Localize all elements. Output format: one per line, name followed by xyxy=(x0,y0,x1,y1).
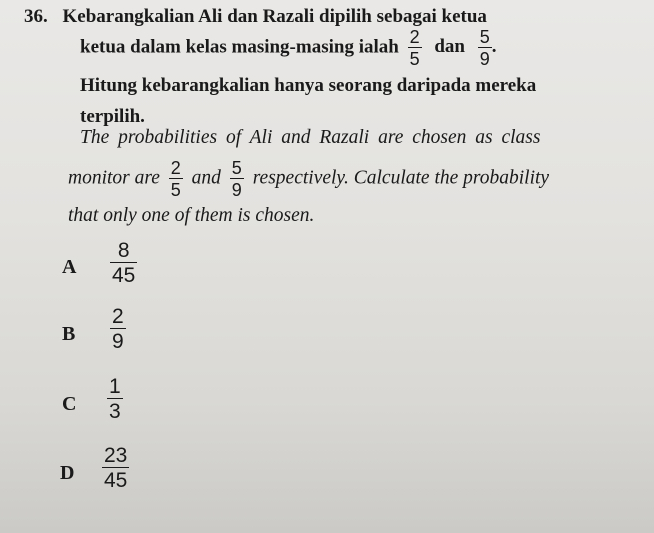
option-b-fraction xyxy=(106,306,130,352)
malay-text-4: terpilih. xyxy=(80,106,145,127)
option-d-letter: D xyxy=(60,462,75,484)
option-b-den: 9 xyxy=(112,330,124,353)
malay-text-2: ketua dalam kelas masing-masing ialah xyxy=(80,36,399,58)
english-line-3 xyxy=(68,206,314,226)
option-b-num: 2 xyxy=(112,305,124,328)
english-fraction-2-num: 5 xyxy=(231,158,242,178)
malay-fraction-1-den: 5 xyxy=(409,49,420,69)
option-a-letter: A xyxy=(62,256,77,278)
option-a-num: 8 xyxy=(110,240,137,263)
question-line-2 xyxy=(80,28,497,68)
english-fraction-1 xyxy=(169,159,183,199)
malay-fraction-1-num: 2 xyxy=(409,27,420,47)
option-d-frac xyxy=(102,445,129,491)
english-text-2: monitor are xyxy=(68,167,160,189)
option-c-fraction xyxy=(103,376,127,422)
malay-fraction-2-den: 9 xyxy=(479,49,490,69)
option-b-frac xyxy=(110,306,126,352)
english-and: and xyxy=(191,167,221,189)
english-fraction-2-den: 9 xyxy=(231,180,242,200)
option-d-fraction xyxy=(98,445,133,491)
english-fraction-1-den: 5 xyxy=(170,180,181,200)
option-a-fraction xyxy=(106,240,141,286)
malay-end: . xyxy=(491,36,497,58)
option-a-den: 45 xyxy=(112,264,136,287)
malay-text-1: Kebarangkalian Ali dan Razali dipilih sebagai ketua xyxy=(62,6,487,27)
option-b-letter: B xyxy=(62,323,76,345)
option-d-num: 23 xyxy=(104,444,128,467)
english-line-1 xyxy=(80,128,540,148)
option-a-frac xyxy=(110,240,137,286)
malay-fraction-1 xyxy=(408,28,422,68)
english-text-2-end: respectively. Calculate the probability xyxy=(252,167,550,189)
malay-and: dan xyxy=(434,36,465,58)
malay-fraction-2-num: 5 xyxy=(479,27,490,47)
question-line-1 xyxy=(24,7,487,26)
question-line-3 xyxy=(80,76,536,95)
english-fraction-1-num: 2 xyxy=(170,158,181,178)
malay-fraction-2 xyxy=(478,28,492,68)
option-c-num: 1 xyxy=(109,375,121,398)
option-d-den: 45 xyxy=(104,469,128,492)
english-text-3: that only one of them is chosen. xyxy=(68,205,315,226)
option-c-letter: C xyxy=(62,393,77,415)
english-line-2 xyxy=(68,159,549,199)
english-text-1: The probabilities of Ali and Razali are chosen as class xyxy=(80,127,541,148)
question-number: 36. xyxy=(24,6,48,27)
option-c-den: 3 xyxy=(109,400,121,423)
question-line-4 xyxy=(80,107,145,126)
malay-text-3: Hitung kebarangkalian hanya seorang daripada mereka xyxy=(80,75,537,96)
english-fraction-2 xyxy=(230,159,244,199)
option-c-frac xyxy=(107,376,123,422)
